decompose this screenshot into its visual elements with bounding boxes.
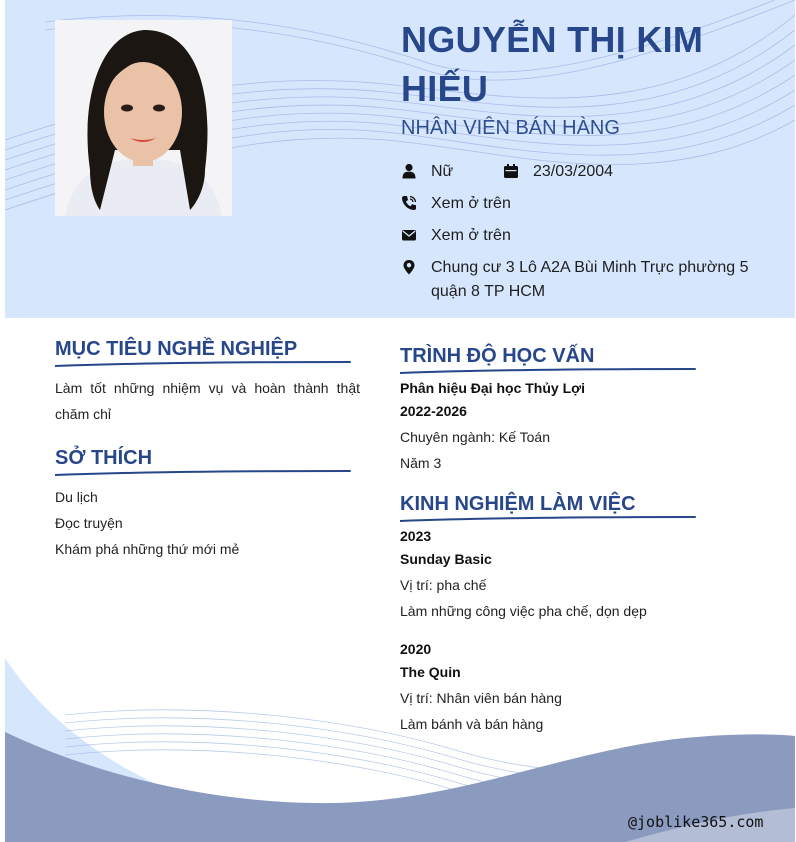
hobby-item: Đọc truyện xyxy=(55,515,123,531)
map-pin-icon xyxy=(401,259,417,275)
footer-waves xyxy=(5,640,795,842)
job-company: Sunday Basic xyxy=(400,551,492,567)
cv-header xyxy=(5,0,795,318)
objective-text: Làm tốt những nhiệm vụ và hoàn thành thật chăm chỉ xyxy=(55,380,360,422)
gender-value: Nữ xyxy=(431,163,454,180)
job-year: 2023 xyxy=(400,528,432,544)
job-role: Vị trí: Nhân viên bán hàng xyxy=(400,690,562,706)
education-school: Phân hiệu Đại học Thủy Lợi xyxy=(400,380,585,396)
address-value: Chung cư 3 Lô A2A Bùi Minh Trực phường 5 quận 8 TP HCM xyxy=(431,259,749,300)
profile-photo xyxy=(55,20,232,216)
education-title: TRÌNH ĐỘ HỌC VẤN xyxy=(400,345,595,367)
education-year-level: Năm 3 xyxy=(400,455,442,471)
envelope-icon xyxy=(401,227,417,243)
candidate-position: NHÂN VIÊN BÁN HÀNG xyxy=(401,117,620,139)
experience-title: KINH NGHIỆM LÀM VIỆC xyxy=(400,493,636,515)
education-years: 2022-2026 xyxy=(400,403,467,419)
candidate-name: NGUYỄN THỊ KIM HIẾU xyxy=(401,19,704,109)
hobby-item: Khám phá những thứ mới mẻ xyxy=(55,541,240,557)
cv-page xyxy=(5,0,795,842)
education-major: Chuyên ngành: Kế Toán xyxy=(400,429,550,445)
job-description: Làm bánh và bán hàng xyxy=(400,716,544,732)
birthdate-value: 23/03/2004 xyxy=(533,163,614,180)
user-icon xyxy=(401,163,417,179)
job-role: Vị trí: pha chế xyxy=(400,577,487,593)
calendar-icon xyxy=(503,163,519,179)
objective-title: MỤC TIÊU NGHỀ NGHIỆP xyxy=(55,338,298,360)
footer-watermark: @joblike365.com xyxy=(628,813,764,831)
education-underline xyxy=(400,367,700,377)
email-value: Xem ở trên xyxy=(431,227,511,244)
experience-underline xyxy=(400,515,700,525)
phone-icon xyxy=(401,195,417,211)
hobbies-title: SỞ THÍCH xyxy=(55,447,153,469)
objective-underline xyxy=(55,360,355,370)
job-description: Làm những công việc pha chế, dọn dẹp xyxy=(400,603,647,619)
job-year: 2020 xyxy=(400,641,432,657)
job-company: The Quin xyxy=(400,664,461,680)
hobbies-underline xyxy=(55,469,355,479)
hobby-item: Du lịch xyxy=(55,489,98,505)
phone-value: Xem ở trên xyxy=(431,195,511,212)
portrait-illustration xyxy=(55,20,232,216)
